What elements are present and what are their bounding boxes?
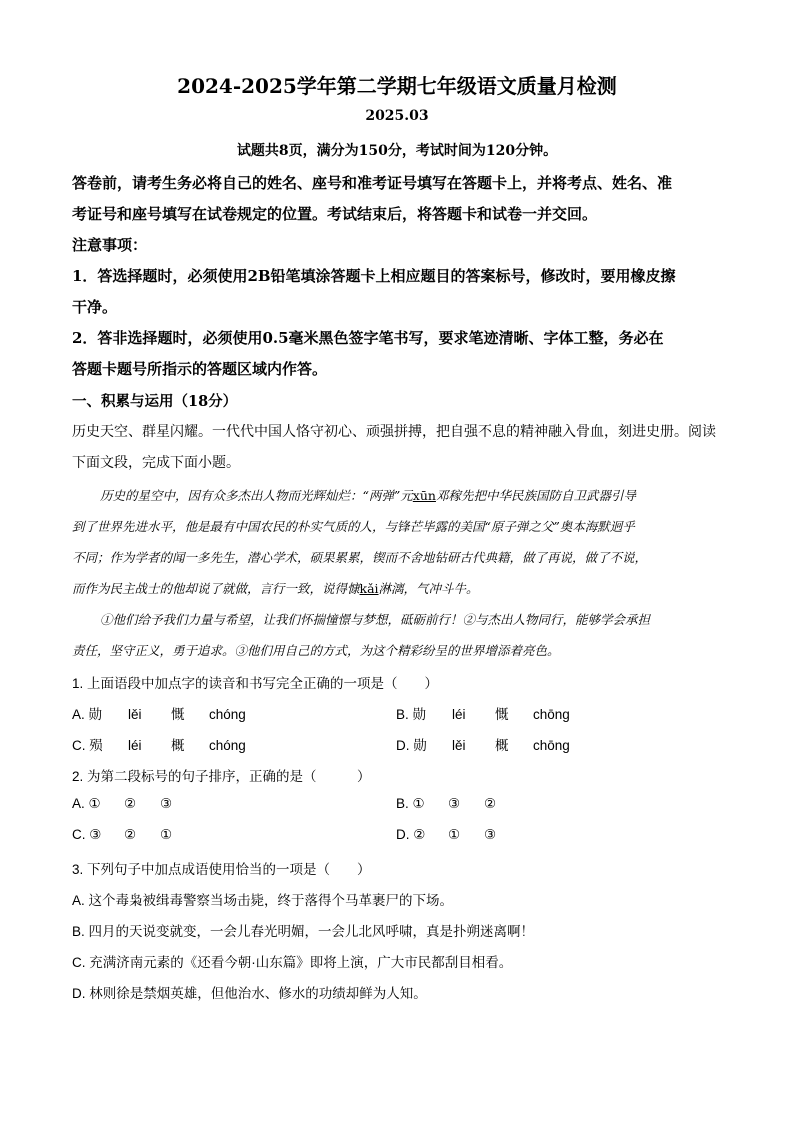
option-text: ② [124,796,137,811]
option-text: D. 勋 [396,738,427,753]
option-text: ① [448,827,461,842]
q2-option-a[interactable] [72,796,172,812]
q1-option-b[interactable] [396,703,570,723]
q1-option-d[interactable] [396,734,570,754]
page-title: 2024-2025学年第二学期七年级语文质量月检测 [177,74,617,98]
passage-line-3: 不同；作为学者的闻一多先生，潜心学术，硕果累累，锲而不舍地钻研古代典籍，做了再说，做了不说， [72,550,648,565]
passage-line-1 [100,486,636,504]
option-text: D. ② [396,827,426,842]
option-text: lěi [452,738,466,753]
passage-text: 邓稼先把中华民族国防自卫武器引导 [435,488,636,503]
note-1-line-2: 干净。 [72,298,118,316]
q1-option-c[interactable] [72,734,246,754]
note-1-line-1: 1．答选择题时，必须使用2B铅笔填涂答题卡上相应题目的答案标号，修改时，要用橡皮擦 [72,267,676,285]
pinyin-blank: xūn [412,488,436,503]
q3-option-b[interactable]: B. 四月的天说变就变，一会儿春光明媚，一会儿北风呼啸，真是扑朔迷离啊！ [72,924,535,939]
option-text: léi [128,738,142,753]
option-text: C. ③ [72,827,102,842]
option-text: 概 [171,738,185,753]
q2-option-b[interactable] [396,796,496,812]
option-text: ③ [160,796,173,811]
q3-option-a[interactable]: A. 这个毒枭被缉毒警察当场击毙，终于落得个马革裹尸的下场。 [72,893,454,908]
option-text: 概 [495,738,509,753]
option-text: ③ [448,796,461,811]
option-text: A. ① [72,796,101,811]
note-2-line-1: 2．答非选择题时，必须使用0.5毫米黑色签字笔书写，要求笔迹清晰、字体工整，务必在 [72,329,664,347]
option-text: 慨 [495,707,509,722]
option-text: ② [484,796,497,811]
option-text: 慨 [171,707,185,722]
option-text: A. 勋 [72,707,103,722]
question-1-stem: 1. 上面语段中加点字的读音和书写完全正确的一项是（ ） [72,676,439,691]
option-text: léi [452,707,466,722]
note-2-line-2: 答题卡题号所指示的答题区域内作答。 [72,360,328,378]
q1-option-a[interactable] [72,703,246,723]
option-text: B. 勋 [396,707,427,722]
question-3-stem: 3. 下列句子中加点成语使用恰当的一项是（ ） [72,862,371,877]
option-text: chōng [533,738,570,753]
exam-info: 试题共8页，满分为150分，考试时间为120分钟。 [236,143,558,159]
passage-text: 而作为民主战士的他却说了就做，言行一致，说得慷 [72,581,360,596]
option-text: B. ① [396,796,425,811]
q2-option-d[interactable] [396,827,496,843]
passage-text: 淋漓，气冲斗牛。 [378,581,479,596]
instruction-line-1: 答卷前，请考生务必将自己的姓名、座号和准考证号填写在答题卡上，并将考点、姓名、准 [72,174,673,192]
passage-line-4 [72,579,479,597]
option-text: lěi [128,707,142,722]
option-text: chóng [209,738,246,753]
option-text: ③ [484,827,497,842]
passage-text: 历史的星空中，因有众多杰出人物而光辉灿烂：“两弹”元 [100,488,413,503]
q3-option-c[interactable]: C. 充满济南元素的《还看今朝·山东篇》即将上演，广大市民都刮目相看。 [72,955,513,970]
section-intro-line-1: 历史天空、群星闪耀。一代代中国人恪守初心、顽强拼搏，把自强不息的精神融入骨血，刻进史册。阅读 [72,423,716,439]
passage-line-6: 责任，坚守正义，勇于追求。③他们用自己的方式，为这个精彩纷呈的世界增添着亮色。 [72,643,560,658]
option-text: C. 殒 [72,738,103,753]
section-heading: 一、积累与运用（18分） [72,393,238,410]
option-text: chōng [533,707,570,722]
section-intro-line-2: 下面文段，完成下面小题。 [72,454,240,470]
option-text: chóng [209,707,246,722]
instruction-line-2: 考证号和座号填写在试卷规定的位置。考试结束后，将答题卡和试卷一并交回。 [72,205,598,223]
question-2-stem: 2. 为第二段标号的句子排序，正确的是（ ） [72,769,371,784]
option-text: ① [160,827,173,842]
pinyin-blank: kǎi [359,581,379,596]
passage-line-5: ①他们给予我们力量与希望，让我们怀揣憧憬与梦想，砥砺前行！②与杰出人物同行，能够学会承担 [100,612,651,627]
q2-option-c[interactable] [72,827,172,843]
option-text: ② [124,827,137,842]
exam-date: 2025.03 [365,108,429,124]
q3-option-d[interactable]: D. 林则徐是禁烟英雄，但他治水、修水的功绩却鲜为人知。 [72,986,427,1001]
passage-line-2: 到了世界先进水平，他是最有中国农民的朴实气质的人，与锋芒毕露的美国“原子弹之父”奥本海默迥乎 [72,519,635,534]
notice-title: 注意事项： [72,236,148,254]
